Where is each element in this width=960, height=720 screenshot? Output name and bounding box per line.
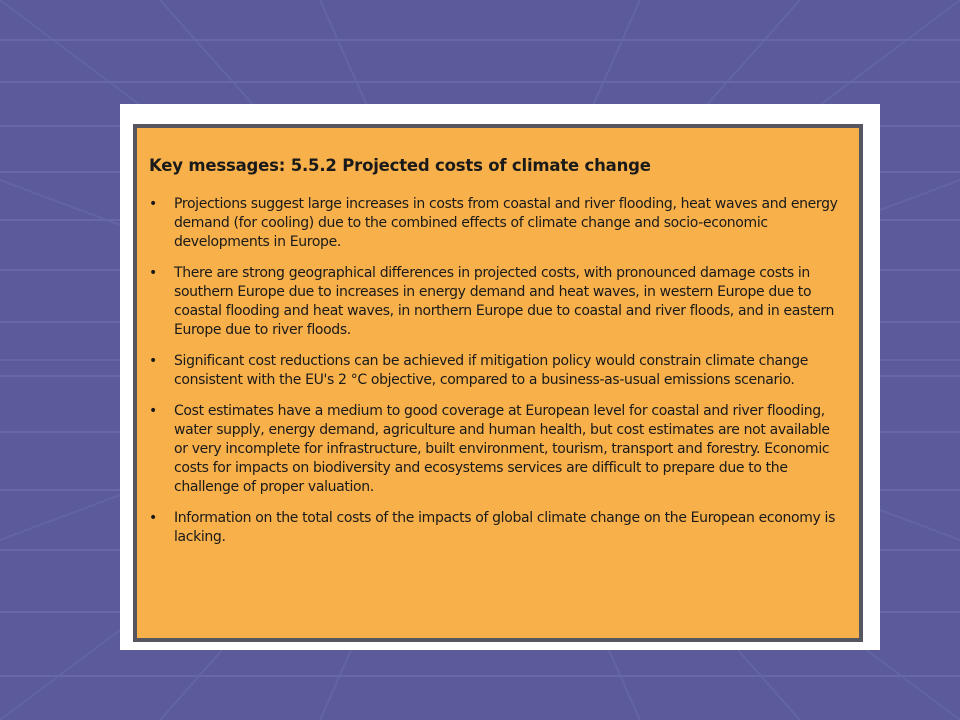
box-title: Key messages: 5.5.2 Projected costs of climate change	[149, 156, 651, 175]
bullet-text: Projections suggest large increases in costs from coastal and river flooding, heat waves and energy demand (for cooling) due to the combined effects of climate change and socio-economic developments in Europe.	[174, 196, 838, 250]
bullet-icon: •	[149, 196, 157, 212]
key-messages-list	[149, 195, 847, 547]
bullet-item	[149, 402, 847, 497]
bullet-icon: •	[149, 353, 157, 369]
bullet-icon: •	[149, 265, 157, 281]
bullet-text: There are strong geographical differences in projected costs, with pronounced damage costs in southern Europe due to increases in energy demand and heat waves, in western Europe due to coastal flooding and heat waves, in northern Europe due to coastal and river floods, and in eastern Europe due to river floods.	[174, 265, 835, 338]
bullet-item	[149, 264, 847, 340]
bullet-icon: •	[149, 403, 157, 419]
bullet-text: Cost estimates have a medium to good coverage at European level for coastal and river flooding, water supply, energy demand, agriculture and human health, but cost estimates are not available or very incomplete for infrastructure, built environment, tourism, transport and forestry. Economic costs for impacts on biodiversity and ecosystems services are difficult to prepare due to the challenge of proper valuation.	[174, 403, 830, 495]
bullet-item	[149, 195, 847, 252]
bullet-text: Information on the total costs of the impacts of global climate change on the European economy is lacking.	[174, 510, 836, 545]
key-messages-box	[133, 124, 863, 642]
bullet-item	[149, 352, 847, 390]
bullet-text: Significant cost reductions can be achieved if mitigation policy would constrain climate change consistent with the EU's 2 °C objective, compared to a business-as-usual emissions scenario.	[174, 353, 809, 388]
slide-image-card	[120, 104, 880, 650]
bullet-icon: •	[149, 510, 157, 526]
bullet-item	[149, 509, 847, 547]
